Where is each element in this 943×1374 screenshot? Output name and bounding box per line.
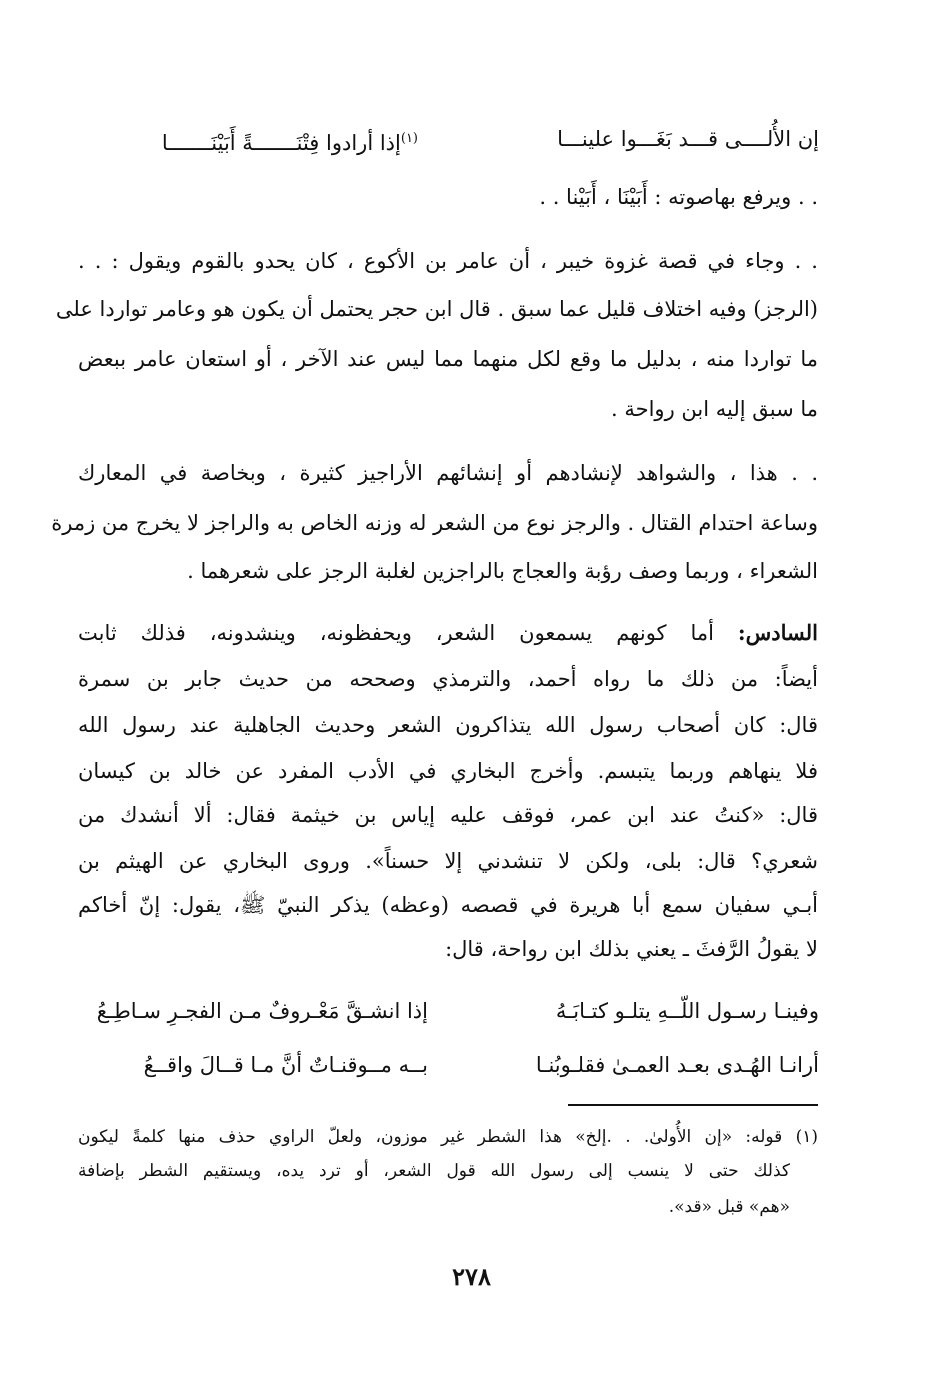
footnote-line-3: «هم» قبل «قد».	[668, 1197, 790, 1217]
verse2-right-hemistich: وفينـا رسـول اللّــهِ يتلـو كتـابَـهُ	[555, 999, 819, 1023]
verse3-right-hemistich: أرانـا الهُـدى بعـد العمـىٰ فقلـوبُنـا	[535, 1053, 819, 1077]
body-line-14: شعري؟ قال: بلى، ولكن لا تنشدني إلا حسناً». وروى البخاري عن الهيثم بن	[78, 849, 818, 873]
body-line-7: وساعة احتدام القتال . والرجز نوع من الشعر له وزنه الخاص به والراجز لا يخرج من زمرة	[51, 511, 818, 535]
footnote-divider	[568, 1104, 818, 1106]
verse3-left-hemistich: بــه مــوقنـاتٌ أنَّ مـا قــالَ واقــعُ	[143, 1053, 428, 1077]
body-line-5: ما سبق إليه ابن رواحة .	[611, 397, 818, 421]
verse2-left-hemistich: إذا انشـقَّ مَعْـروفٌ مـن الفجـرِ سـاطِـعُ	[96, 999, 428, 1023]
body-line-8: الشعراء ، وربما وصف رؤبة والعجاج بالراجزين لغلبة الرجز على شعرهما .	[187, 559, 818, 583]
body-line-12: فلا ينهاهم وربما يتبسم. وأخرج البخاري في الأدب المفرد عن خالد بن كيسان	[78, 759, 818, 783]
body-line-16: لا يقولُ الرَّفثَ ـ يعني بذلك ابن رواحة، قال:	[445, 937, 818, 961]
verse1-right-hemistich: إن الأُلــــى قـــد بَغَـــوا علينـــا	[557, 127, 819, 151]
page-number: ٢٧٨	[452, 1262, 491, 1291]
footnote-marker: (١)	[400, 131, 418, 146]
body-line-4: ما تواردا منه ، بدليل ما وقع لكل منهما مما ليس عند الآخر ، أو استعان عامر ببعض	[78, 347, 818, 371]
body-line-2: . . وجاء في قصة غزوة خيبر ، أن عامر بن الأكوع ، كان يحدو بالقوم ويقول : . .	[78, 249, 818, 273]
verse1-left-hemistich	[78, 124, 418, 158]
verse1-left-text: إذا أرادوا فِتْنَـــــــةً أَبَيْنَـــــــا	[161, 131, 401, 155]
footnote-line-2: كذلك حتى لا ينسب إلى رسول الله قول الشعر، أو ترد يده، ويستقيم الشطر بإضافة	[78, 1161, 790, 1181]
body-line-3: (الرجز) وفيه اختلاف قليل عما سبق . قال ابن حجر يحتمل أن يكون هو وعامر تواردا على	[55, 297, 818, 321]
body-line-11: قال: كان أصحاب رسول الله يتذاكرون الشعر وحديث الجاهلية عند رسول الله	[78, 713, 818, 737]
body-line-6: . . هذا ، والشواهد لإنشادهم أو إنشائهم الأراجيز كثيرة ، وبخاصة في المعارك	[78, 461, 818, 485]
body-line-15: أبـي سفيان سمع أبا هريرة في قصصه (وعظه) يذكر النبيّ ﷺ، يقول: إنّ أخاكم	[78, 893, 818, 917]
body-line-10: أيضاً: من ذلك ما رواه أحمد، والترمذي وصححه من حديث جابر بن سمرة	[78, 667, 818, 691]
footnote-line-1: (١) قوله: «إن الأُولىٰ. . .إلخ» هذا الشطر غير موزون، ولعلّ الراوي حذف منها كلمةً ليكون	[78, 1127, 818, 1147]
body-line-9	[78, 618, 818, 648]
body-line-9-text: أما كونهم يسمعون الشعر، ويحفظونه، وينشدونه، فذلك ثابت	[78, 621, 714, 645]
body-line-1: . . ويرفع بهاصوته : أَبَيْنَا ، أَبَيْنا . .	[539, 185, 818, 209]
body-line-13: قال: «كنتُ عند ابن عمر، فوقف عليه إياس بن خيثمة فقال: ألا أنشدك من	[78, 803, 818, 827]
section-label: السادس:	[737, 620, 818, 645]
